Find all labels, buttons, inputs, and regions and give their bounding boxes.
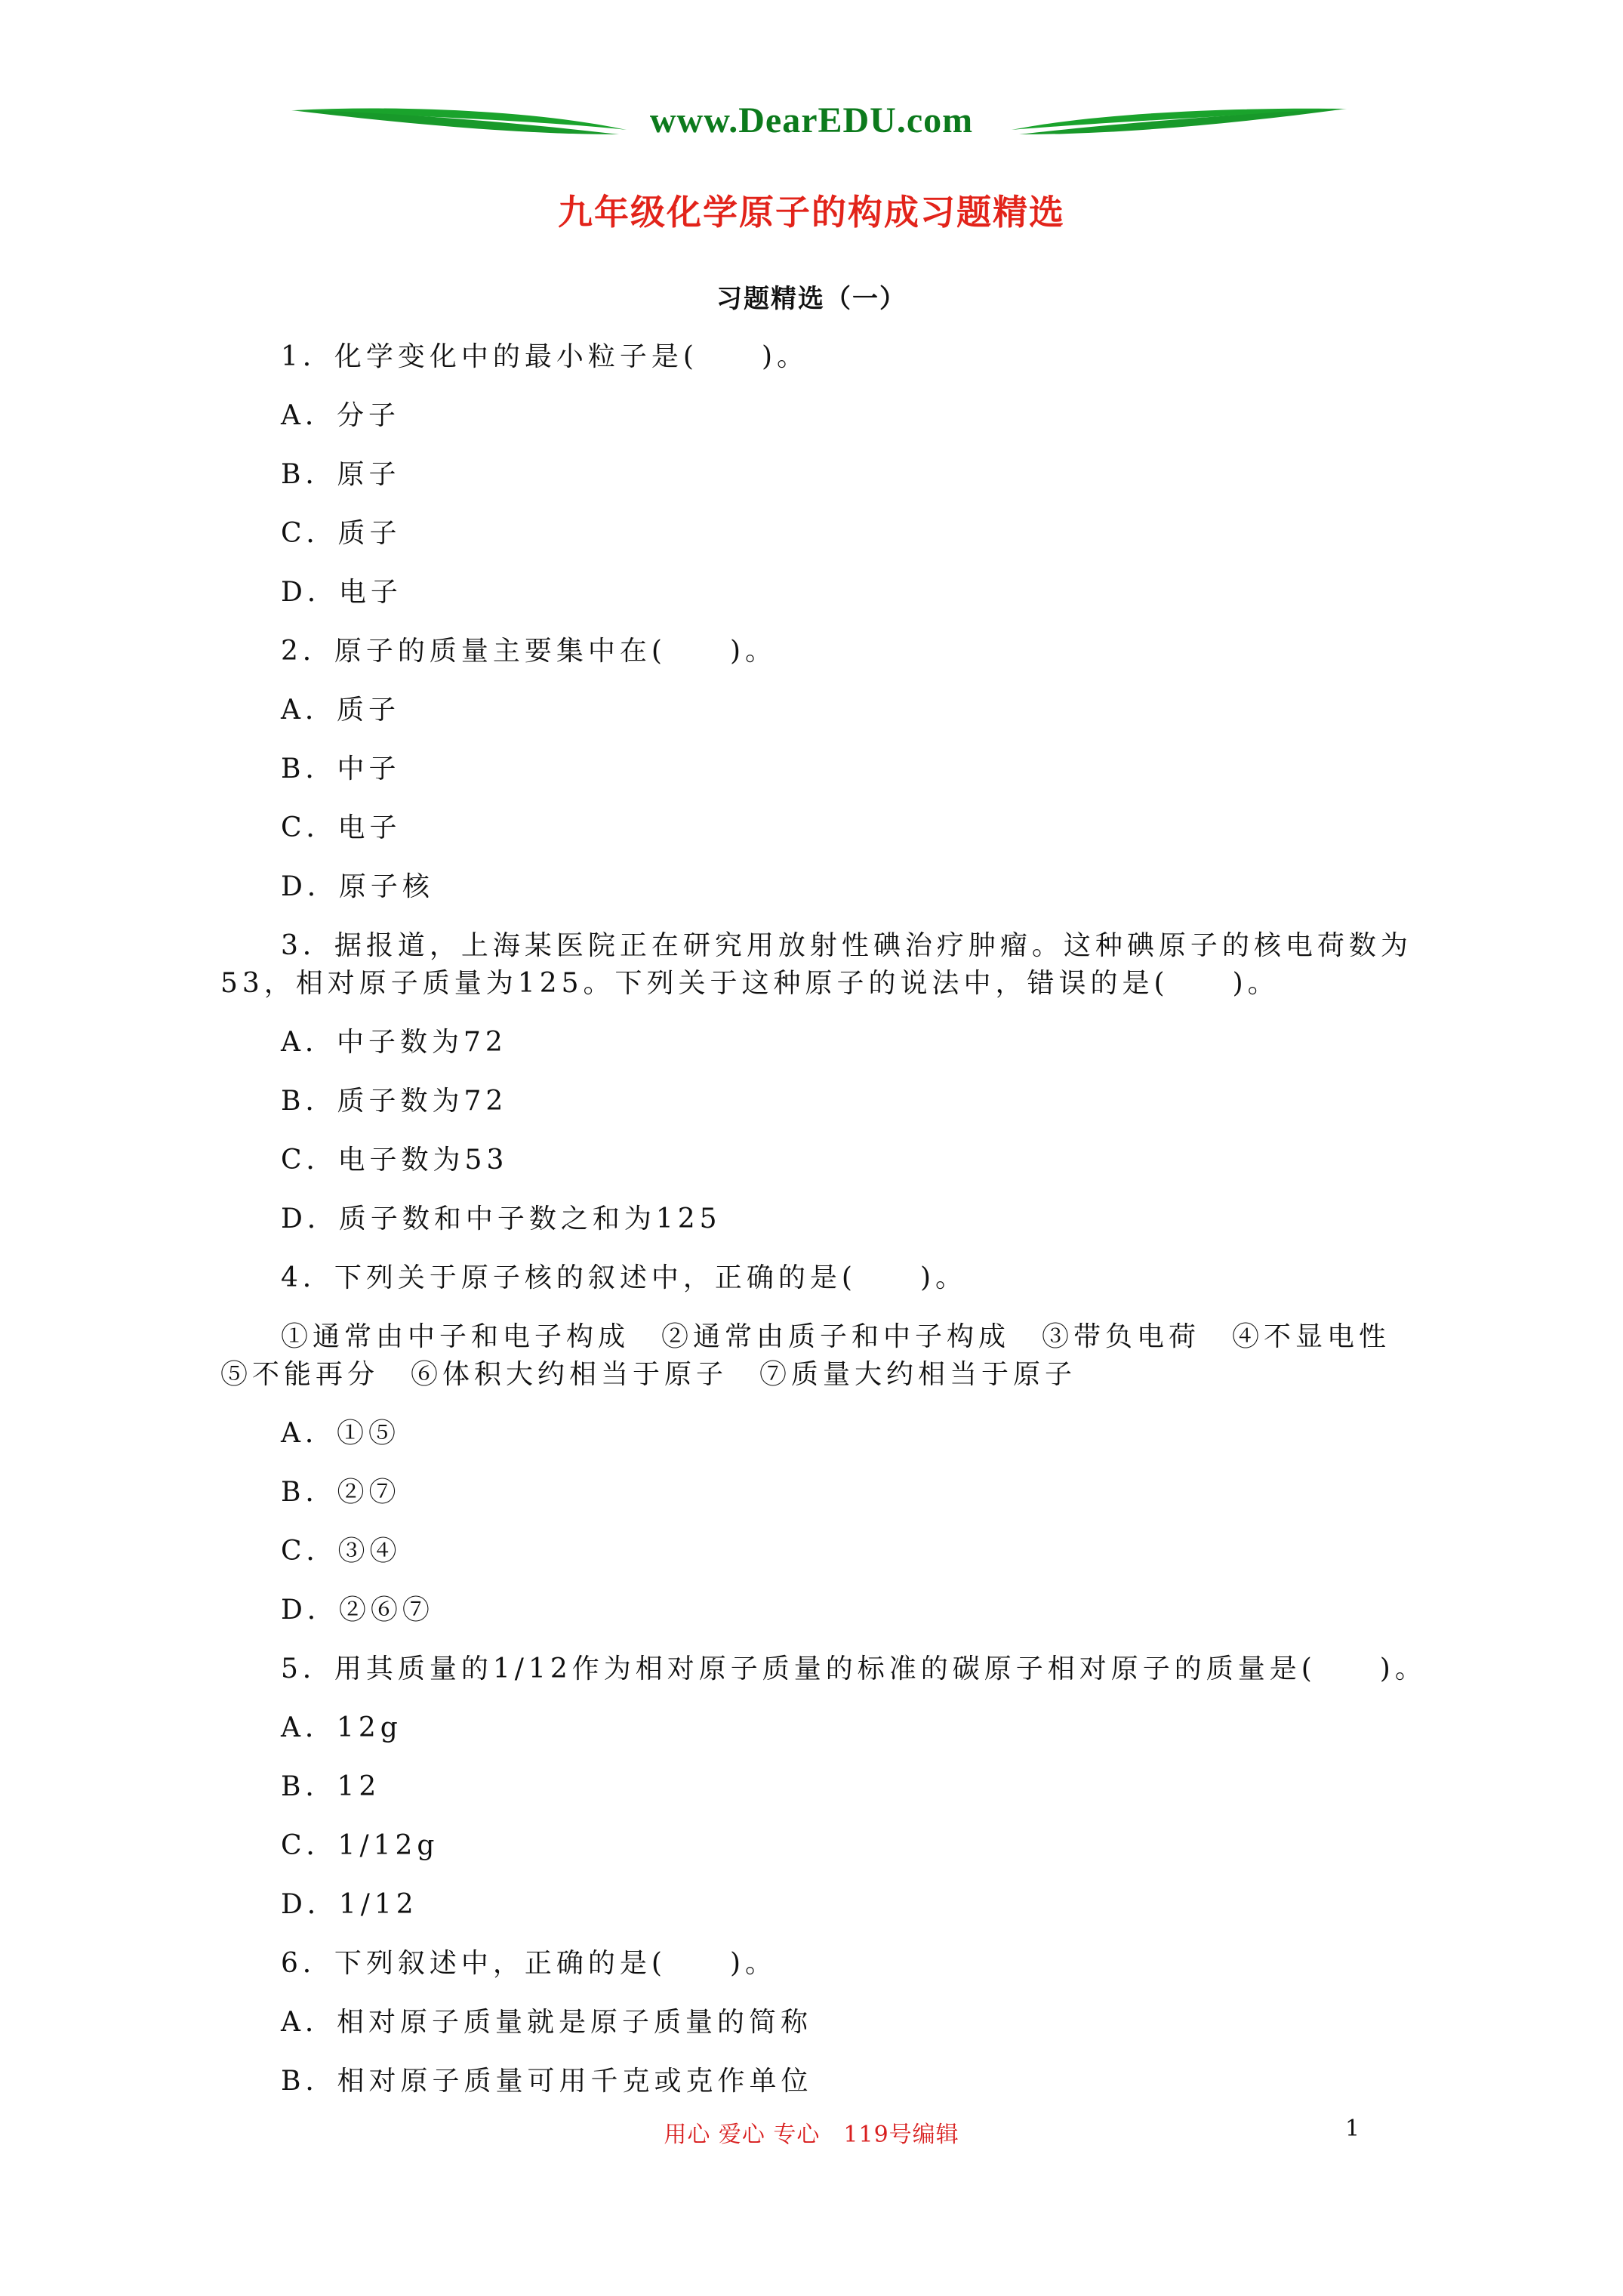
option-5c: C．1/12g (281, 1830, 439, 1861)
option-2c: C．电子 (281, 812, 402, 843)
page-number: 1 (1345, 2116, 1360, 2142)
site-logo-text: www.DearEDU.com (649, 100, 974, 140)
question-3: 3．据报道，上海某医院正在研究用放射性碘治疗肿瘤。这种碘原子的核电荷数为53，相对原子质量为125。下列关于这种原子的说法中，错误的是( )。 (220, 930, 1412, 999)
question-4: 4．下列关于原子核的叙述中，正确的是( )。 (281, 1262, 967, 1293)
option-1d: D．电子 (281, 577, 402, 608)
option-2b: B．中子 (281, 754, 401, 784)
option-4c: C．③④ (281, 1536, 402, 1567)
question-1: 1．化学变化中的最小粒子是( )。 (281, 341, 808, 372)
option-6a: A．相对原子质量就是原子质量的简称 (281, 2007, 812, 2038)
option-2d: D．原子核 (281, 871, 434, 902)
question-4-statements: ①通常由中子和电子构成 ②通常由质子和中子构成 ③带负电荷 ④不显电性 ⑤不能再分 ⑥体积大约相当于原子 ⑦质量大约相当于原子 (220, 1321, 1423, 1390)
option-1c: C．质子 (281, 518, 402, 549)
option-5b: B．12 (281, 1771, 381, 1802)
page-title: 九年级化学原子的构成习题精选 (558, 192, 1065, 233)
section-heading: 习题精选（一） (716, 284, 907, 314)
page-footer: 用心 爱心 专心 119号编辑 (664, 2122, 959, 2148)
option-4d: D．②⑥⑦ (281, 1595, 434, 1626)
question-2: 2．原子的质量主要集中在( )。 (281, 636, 777, 667)
question-5: 5．用其质量的1/12作为相对原子质量的标准的碳原子相对原子的质量是( )。 (281, 1653, 1427, 1684)
option-4a: A．①⑤ (281, 1418, 400, 1449)
option-4b: B．②⑦ (281, 1477, 401, 1508)
option-1a: A．分子 (281, 400, 400, 431)
option-2a: A．质子 (281, 695, 400, 726)
option-3b: B．质子数为72 (281, 1086, 508, 1117)
question-6: 6．下列叙述中，正确的是( )。 (281, 1948, 777, 1979)
option-3d: D．质子数和中子数之和为125 (281, 1203, 722, 1234)
option-6b: B．相对原子质量可用千克或克作单位 (281, 2066, 813, 2097)
option-3a: A．中子数为72 (281, 1027, 507, 1058)
option-3c: C．电子数为53 (281, 1145, 509, 1176)
option-5d: D．1/12 (281, 1889, 418, 1920)
exercise-list (220, 338, 1427, 2122)
option-1b: B．原子 (281, 459, 401, 490)
option-5a: A．12g (281, 1712, 402, 1743)
